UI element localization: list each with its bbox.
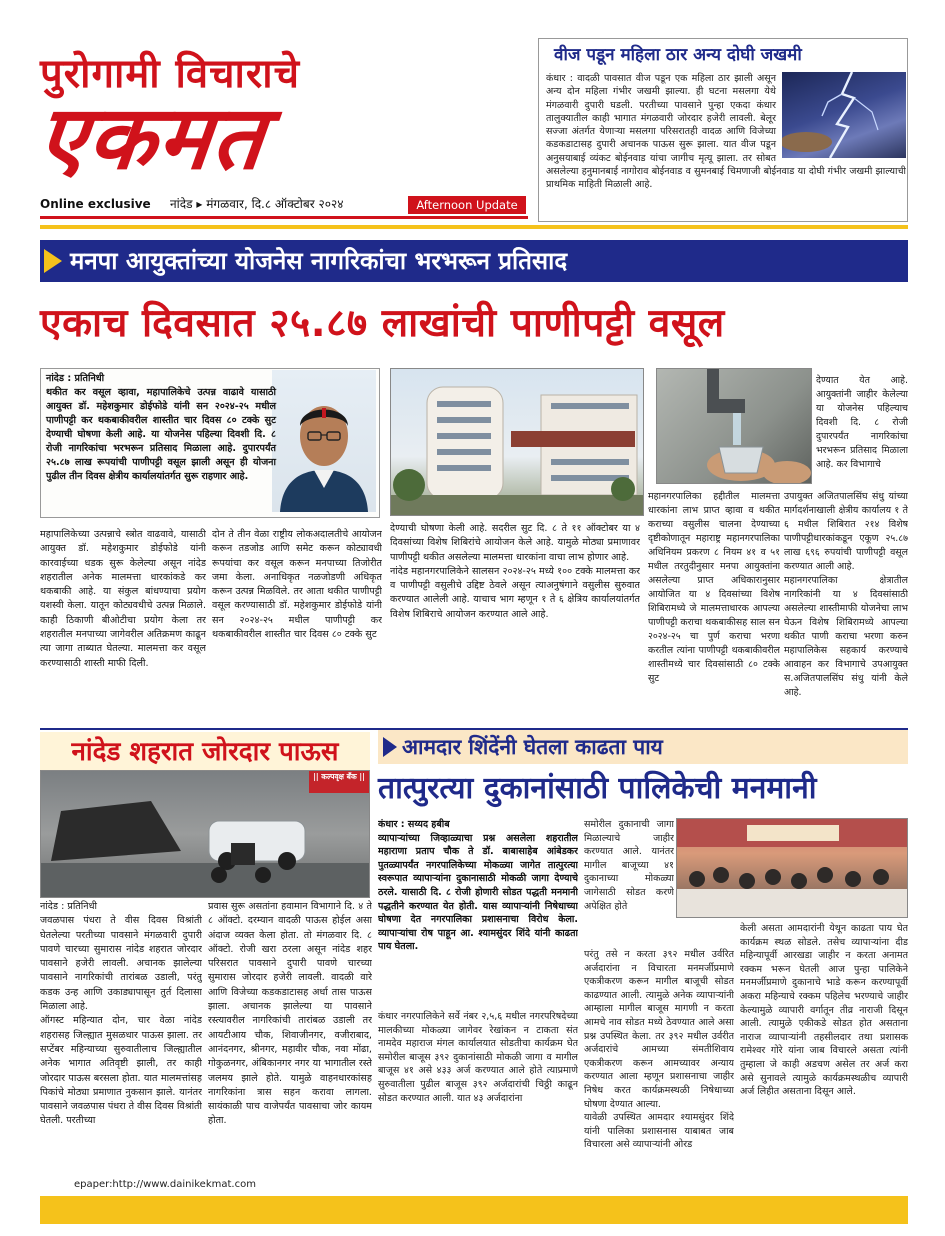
shops-col3: केली असता आमदारांनी येथून काढता पाय घेत कार्यक्रम स्थळ सोडले. तसेच व्यापाऱ्यांना दीड महिन्यापूर्वी आरखडा जाहीर न करता अनामत रक्कम भरून घेतली आज पुन्हा पालिकेने मनमर्जीप्रमाणे दुकानाचे भाडे करून करण्यापूर्वी अकरा महिन्याचे रक्कम पहिलेच भरण्याचे जाहीर केल्यामुळे व्यापारी वर्गातून तीव्र नाराजी दिसून आली. त्यामुळे एकीकडे सोडत होत असताना नाराज व्यापाऱ्यांनी तहसीलदार तथा प्रशासक रामेश्वर गोरे यांना जाब विचारले असता त्यांनी तुम्हाला जे काही अडचण असेल तर अर्ज करा असे सुनावले त्यामुळे कार्यक्रमस्थळीच व्यापारी अर्ज लिहीत असताना दिसून आले. (740, 923, 908, 1098)
shops-kicker-arrow-icon (383, 737, 397, 757)
main-col3: देण्याची घोषणा केली आहे. सदरील सुट दि. ८ ते ११ ऑक्टोबर या ४ दिवसांच्या विशेष शिबिरांचे आयोजन केले आहे. यामुळे मोठ्या प्रमाणावर पाणीपट्टी थकीत असलेल्या मालमत्ता धारकांना वाचा लाभ होणार आहे. नांदेड महानगरपालिकेने सालसन २०२४-२५ मध्ये १०० टक्के मालमत्ता कर व पाणीपट्टी वसुलीचे उद्दिष्ट ठेवले असून त्याअनुषंगाने वसुलीस सुरुवात करण्यात आलेली आहे. याचाच भाग म्हणून १ ते ६ क्षेत्रिय कार्यालयांतर्गत विशेष शिबिराचे आयोजन करण्यात आले आहे. (390, 523, 640, 620)
footer-epaper-link[interactable]: epaper:http://www.dainikekmat.com (74, 1179, 256, 1190)
meeting-photo (676, 818, 908, 918)
main-col5a: देण्यात येत आहे. आयुक्तांनी जाहीर केलेल्या या योजनेस पहिल्याच दिवशी दि. ८ रोजी दुपारपर्यंत नागरिकांचा भरभरून प्रतिसाद मिळाला आहे. कर विभागाचे (816, 375, 908, 470)
online-exclusive-label: Online exclusive (40, 197, 151, 211)
masthead-divider (40, 216, 528, 219)
lightning-body (546, 72, 906, 224)
masthead-tagline: पुरोगामी विचाराचे (40, 50, 301, 97)
shops-lead: कंधार : सय्यद हबीब व्यापाऱ्यांच्या जिव्हाळ्याचा प्रश्न असलेला शहरातील महाराणा प्रताप चौक ते डॉ. बाबासाहेब आंबेडकर पुतळ्यापर्यंत नगरपालिकेच्या मोकळ्या जागेत तात्पुरत्या स्वरूपात व्यापाऱ्यांना दुकानासाठी मोकळी जागा देण्याचे ठरले. यासाठी दि. ८ रोजी होणारी सोडत पद्धती मनमानी पद्धतीने करण्यात येत होती. यास व्यापाऱ्यांनी निषेधाच्या घोषणा देत नगरपालिका प्रशासनाचा विरोध केला. व्यापाऱ्यांचा रोष पाहून आ. श्यामसुंदर शिंदे यांनी काढता पाय घेतला. (378, 819, 578, 953)
rain-col2: प्रवास सुरू असतांना हवामान विभागाने दि. ४ ते ८ ऑक्टो. दरम्यान वादळी पाऊस होईल असा अंदाज व्यक्त केला होता. तो मंगळवार दि. ८ ऑक्टो. रोजी खरा ठरला असून नांदेड शहर परिसरात पावसाने दुपारी पावणे चारच्या सुमारास जोरदार हजेरी लावली. वादळी वारे आणि विजेच्या कडकडाटासह अर्धा तास पाऊस झाला. अचानक झालेल्या या पावसाने रस्त्यावरील नागरिकांची तारांबळ उडाली तर आयटीआय चौक, शिवाजीनगर, वजीराबाद, आनंदनगर, श्रीनगर, महावीर चौक, नवा मोंढा, गोकुळनगर, अंबिकानगर नगर या भागातील रस्ते जलमय झाले होते. यामुळे वाहनधारकांसह नागरिकांना त्रास सहन करावा लागला. सायंकाळी पाच वाजेपर्यंत पावसाचा जोर कायम होता. (208, 901, 372, 1127)
shops-headline: तात्पुरत्या दुकानांसाठी पालिकेची मनमानी (378, 771, 817, 806)
lightning-headline: वीज पडून महिला ठार अन्य दोघी जखमी (554, 45, 802, 65)
water-tap-photo (656, 368, 812, 484)
gold-rule (40, 225, 908, 229)
main-kicker: मनपा आयुक्तांच्या योजनेस नागरिकांचा भरभरून प्रतिसाद (70, 247, 568, 275)
masthead-logo: एकमत (32, 86, 271, 189)
dateline: नांदेड ▸ मंगळवार, दि.८ ऑक्टोबर २०२४ (170, 197, 344, 211)
lead-text: नांदेड : प्रतिनिधी थकीत कर वसूल व्हावा, महापालिकेचे उत्पन्न वाढावे यासाठी आयुक्त डॉ. महेशकुमार डोईफोडे यांनी सन २०२४-२५ मधील पाणीपट्टी कर थकबाकीवरील शास्तीत चार दिवस ८० टक्के सुट देण्याची घोषणा केली आहे. या योजनेस पहिल्या दिवशी दि. ८ रोजी नागरिकांचा भरभरून प्रतिसाद मिळाला आहे. दुपारपर्यंत २५.८७ लाख रूपयांची पाणीपट्टी वसूल झाली असून ही योजना पुढील तीन दिवस क्षेत्रीय कार्यालयांतर्गत सुरू राहणार आहे. (46, 373, 276, 482)
tap-and-hands-image (657, 369, 812, 484)
main-col4-text: महानगरपालिका हद्दीतील मालमत्ता धारकांना लाभ प्राप्त व्हावा व थकीत कराच्या वसुलीस चालना देण्याच्या दृष्टीकोणातून महाराष्ट्र महानगरपालिका अधिनियम प्रकरण ८ नियम ४१ व ५१ मधील तरतुदीनुसार मनपा आयुक्तांना असलेल्या प्राप्त अधिकारानुसार आयोजित या ४ दिवसांच्या विशेष शिबिरामध्ये जे मालमत्ताधारक आपल्या पाणीपट्टी कराचा थकबाकीसह साल सन २०२४-२५ चा पुर्ण कराचा भरणा करतील त्यांना पाणीपट्टी थकबाकीवरील शास्तीमध्ये चार दिवसांसाठी ८० टक्के सुट (648, 491, 780, 684)
flooded-street-image (41, 771, 370, 898)
main-col5b: उपायुक्त अजितपालसिंघ संधु यांच्या मार्गदर्शनाखाली क्षेत्रीय कार्यालय १ ते ६ मधील शिबिरात २१४ विशेष पाणीपट्टीधारकांकडून एकूण २५.८७ लाख ६९६ रुपयांची पाणीपट्टी वसूल करण्यात आली आहे. महानगरपालिका क्षेत्रातील नागरिकांनी या ४ दिवसांसाठी असलेल्या शास्तीमाफी योजनेचा लाभ घेऊन विशेष शिबिरामध्ये आपल्या थकीत पाणी कराचा भरणा करुन महापालिकेस सहकार्य करण्याचे आवाहन कर विभागाचे उपआयुक्त स.अजितपालसिंघ संधु यांनी केले आहे. (784, 491, 908, 698)
main-col2: दोन ते तीन वेळा राष्ट्रीय लोकअदालतीचे आयोजन करून तडजोड आणि समेट करून कोट्यावधी रूपयांचा कर वसूल करून मनपाच्या तिजोरीत जमा केला. अनाधिकृत नळजोडणी अधिकृत करून उत्पन्न मिळविले. तर आता थकीत पाणीपट्टी वसूल करण्यासाठी डॉ. महेशकुमार डोईफोडे यांनी सन २०२४-२५ मधील पाणीपट्टी कर थकबाकीवरील शास्तीत चार दिवस ८० टक्के सुट (212, 529, 382, 641)
municipal-building-image (391, 369, 644, 516)
footer-bar (40, 1196, 908, 1224)
avatar (272, 370, 376, 512)
main-col1: महापालिकेच्या उत्पन्नाचे स्त्रोत वाढवावे, यासाठी आयुक्त डॉ. महेशकुमार डोईफोडे यांनी कारवाईच्या धडक सुरू केलेल्या असून नांदेड शहरातील अनेक मालमत्ता धारकांकडे कर थकबाकी आहे. या संकुल बांधण्याचा प्रयोग यशस्वी केला. यातून कोट्यवधीचे उत्पन्न मिळाले. काही ठिकाणी बीओटीचा प्रयोग केला तर शहरातील मनपाच्या जागेवरील अतिक्रमण काढून त्या जागा ताब्यात घेतल्या. मालमत्ता कर वसूल करण्यासाठी शास्ती माफी दिली. (40, 529, 206, 669)
commissioner-photo (272, 370, 376, 512)
building-photo (390, 368, 644, 516)
main-headline: एकाच दिवसात २५.८७ लाखांची पाणीपट्टी वसूल (40, 301, 725, 346)
shops-kicker: आमदार शिंदेंनी घेतला काढता पाय (402, 735, 663, 759)
rain-headline: नांदेड शहरात जोरदार पाऊस (40, 732, 370, 772)
shops-col1b: कंधार नगरपालिकेने सर्वे नंबर २,५,६ मधील नगरपरिषदेच्या मालकीच्या मोकळ्या जागेवर रेखांकन न टाकता संत नामदेव महाराज मंगल कार्यालयात सोडतीचा कार्यक्रम घेत समोरील बाजूस ३९२ दुकानांसाठी मोकळी जागा व मागील बाजूस ४१ असे ४३३ अर्ज करण्यात आले होते त्याप्रमाणे सुरुवातीला पुढील बाजूस ३९२ अर्जदारांची चिठ्ठी काढून सोडत करण्यात आली. यात ४३ अर्जदारांना (378, 1011, 578, 1104)
shop-sign: || कल्पवृक्ष बँक || (313, 772, 365, 781)
rain-col1: नांदेड : प्रतिनिधी जवळपास पंधरा ते वीस दिवस विश्रांती घेतलेल्या परतीच्या पावसाने मंगळवारी दुपारी पावणे चारच्या सुमारास नांदेड शहरात जोरदार पावसाने हजेरी लावली. अचानक झालेल्या पावसाने नागरिकांची तारांबळ उडाली, परंतु कडक उन्ह आणि उकाड्यापासून तुर्त दिलासा मिळाला आहे. ऑगस्ट महिन्यात दोन, चार वेळा नांदेड शहरासह जिल्ह्यात मुसळधार पाऊस झाला. तर सप्टेंबर महिन्याच्या सुरुवातीलाच जिल्ह्यातील अनेक भागात अतिवृष्टी झाली, तर काही जोरदार पाऊस बरसला होता. यात मालमत्तांसह पिकांचे मोठ्या प्रमाणात नुकसान झाले. यानंतर पावसाने जवळपास पंधरा ते वीस दिवस विश्रांती घेतली. परतीच्या (40, 901, 202, 1127)
rain-photo (40, 770, 370, 898)
crowd-meeting-image (677, 819, 908, 918)
afternoon-update-badge: Afternoon Update (408, 196, 526, 214)
shops-col2b: परंतु तसे न करता ३९२ मधील उर्वरित अर्जदारांना न विचारता मनमर्जीप्रमाणे एकत्रीकरण करून मागील बाजूची सोडत काढण्यात आली. त्यामुळे अनेक व्यापाऱ्यांनी आम्हाला मागील बाजूस मागणी न करता आमचे नाव सोडत मध्ये ठेवण्यात आले असा प्रश्न उपस्थित केला. तर ३९२ मधील उर्वरीत अर्जदारांचे आमच्या संमतीशिवाय एकत्रीकरण करून आमच्यावर अन्याय करण्यात आला म्हणून प्रशासनाचा जाहीर निषेध करत कार्यक्रमस्थळी निषेधाच्या घोषणा देण्यात आल्या. यावेळी उपस्थित आमदार श्यामसुंदर शिंदे यांनी पालिका प्रशासनास याबाबत जाब विचारला असे व्यापाऱ्यांनी ओरड (584, 949, 734, 1151)
shops-col2a: समोरील दुकानाची जागा मिळाल्याचे जाहीर करण्यात आले. यानंतर मागील बाजूच्या ४१ दुकानाच्या मोकळ्या जागेसाठी सोडत करणे अपेक्षित होते (584, 819, 674, 912)
kicker-arrow-icon (44, 249, 62, 273)
lightning-body-text: कंधार : वादळी पावसात वीज पडून एक महिला ठार झाली असून अन्य दोन महिला गंभीर जखमी झाल्या. ही घटना मसलगा येथे मंगळवारी दुपारी घडली. परतीच्या पावसाने पुन्हा एकदा कंधार तालुक्यातील काही भागात मंगळवारी जोरदार हजेरी लावली. बेलूर सज्जा अंतर्गत येणाऱ्या मसलगा परिसरातही वादळ आणि विजेच्या कडकडाटासह दुपारी अचानक पाऊस सुरू झाला. यात वीज पडून अनुसयाबाई व्यंकट बोईनवाड यांचा जागीच मृत्यू झाला. तर सोबत असलेल्या हनुमानबाई नागोराव बोईनवाड व सुमनबाई चिमणाजी बोईनवाड या दोघी गंभीर जखमी झाल्याची प्राथमिक माहिती मिळाली आहे. (546, 73, 906, 191)
